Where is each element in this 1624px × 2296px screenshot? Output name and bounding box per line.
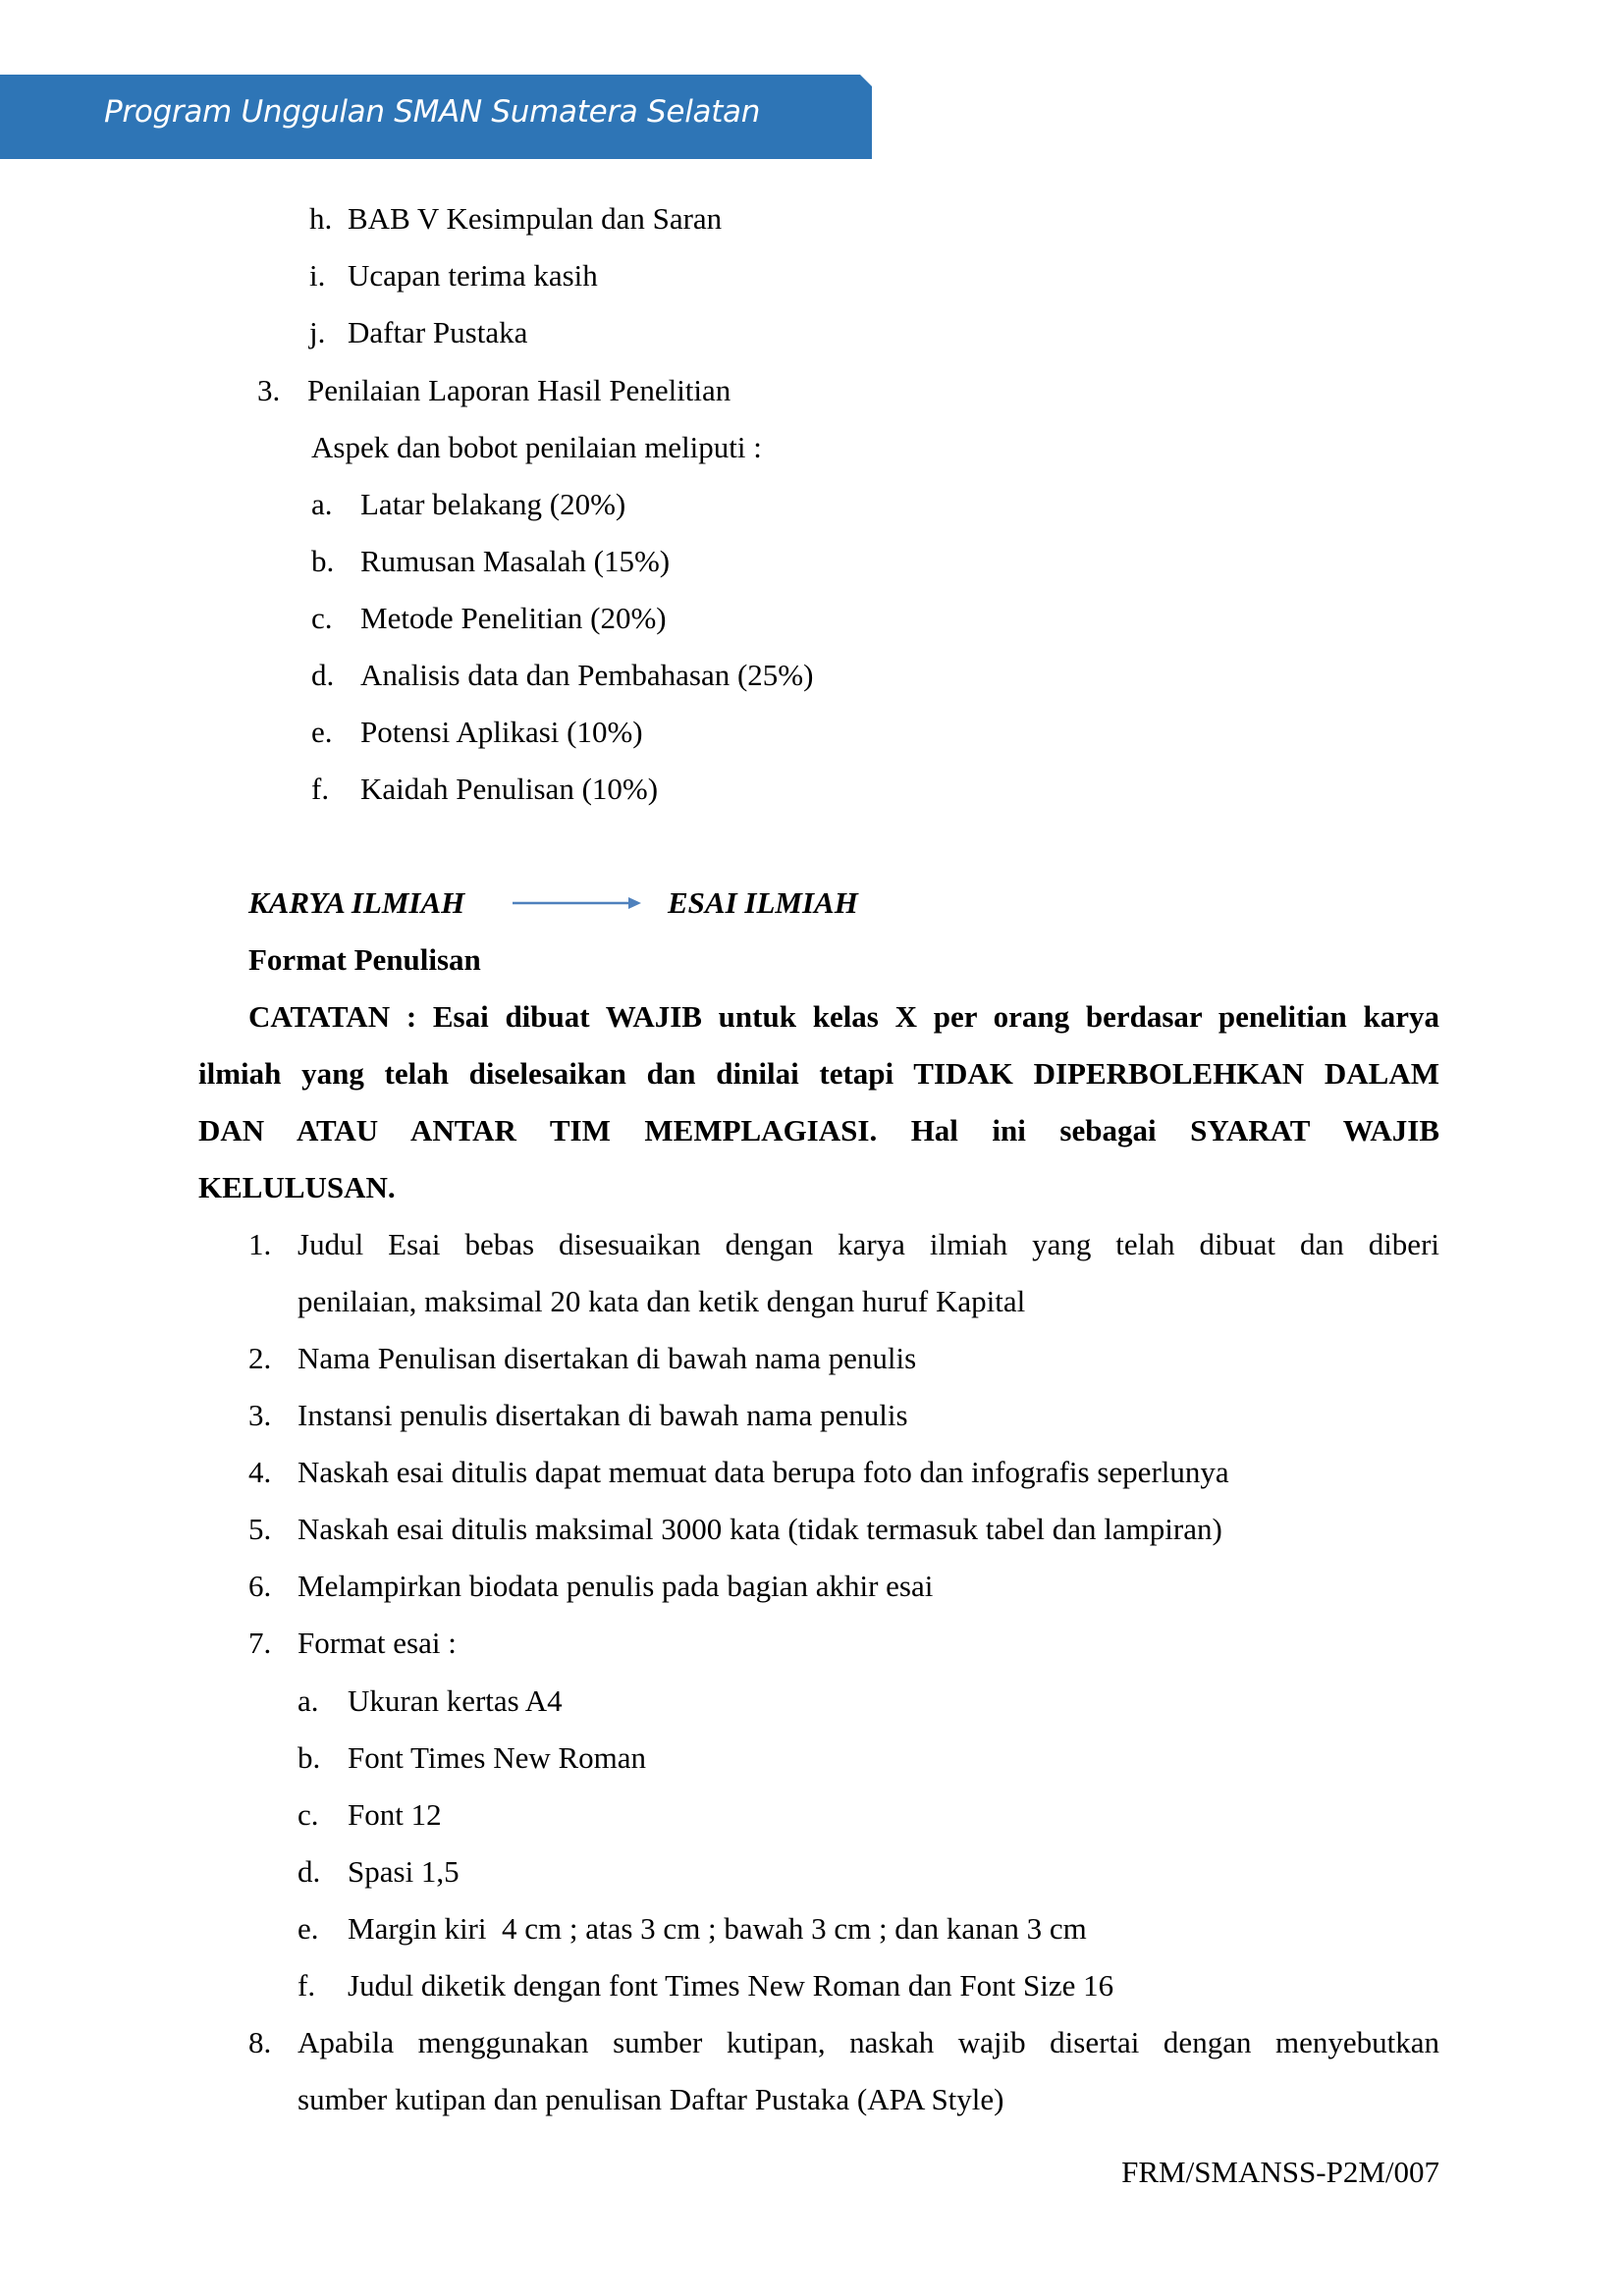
section-intro: Aspek dan bobot penilaian meliputi : [311,430,762,464]
note-line: DAN ATAU ANTAR TIM MEMPLAGIASI. Hal ini sebagai SYARAT WAJIB [198,1113,1439,1148]
rule-number: 2. [248,1341,272,1375]
section-number: 3. [257,373,281,407]
rule-number: 1. [248,1227,272,1261]
list-marker: b. [298,1740,321,1775]
list-item: Font Times New Roman [348,1740,647,1775]
rule-text: Nama Penulisan disertakan di bawah nama penulis [298,1341,917,1375]
list-marker: j. [309,315,326,349]
rule-text: Judul Esai bebas disesuaikan dengan karya ilmiah yang telah dibuat dan diberi [298,1227,1439,1261]
list-item: Margin kiri 4 cm ; atas 3 cm ; bawah 3 cm ; dan kanan 3 cm [348,1911,1087,1946]
list-marker: c. [311,601,333,635]
rule-number: 5. [248,1512,272,1546]
rule-text: penilaian, maksimal 20 kata dan ketik dengan huruf Kapital [298,1284,1026,1318]
list-marker: e. [311,715,333,749]
note-line: CATATAN : Esai dibuat WAJIB untuk kelas X per orang berdasar penelitian karya [248,999,1439,1034]
note-line: ilmiah yang telah diselesaikan dan dinilai tetapi TIDAK DIPERBOLEHKAN DALAM [198,1056,1439,1091]
rule-text: Melampirkan biodata penulis pada bagian akhir esai [298,1569,934,1603]
list-item: Rumusan Masalah (15%) [360,544,671,578]
list-marker: f. [298,1968,316,2002]
rule-text: Instansi penulis disertakan di bawah nama penulis [298,1398,908,1432]
list-marker: c. [298,1797,319,1832]
right-arrow-icon [513,895,642,911]
list-marker: b. [311,544,335,578]
rule-number: 8. [248,2025,272,2059]
list-marker: d. [311,658,335,692]
rule-text: Apabila menggunakan sumber kutipan, naskah wajib disertai dengan menyebutkan [298,2025,1439,2059]
header-title: Program Unggulan SMAN Sumatera Selatan [104,94,761,130]
list-item: Spasi 1,5 [348,1854,460,1889]
list-marker: d. [298,1854,321,1889]
list-item: Font 12 [348,1797,442,1832]
format-heading: Format Penulisan [248,942,481,977]
list-item: Judul diketik dengan font Times New Roman dan Font Size 16 [348,1968,1114,2002]
list-item: Potensi Aplikasi (10%) [360,715,643,749]
list-marker: h. [309,201,333,236]
list-item: Analisis data dan Pembahasan (25%) [360,658,814,692]
list-item: Ucapan terima kasih [348,258,598,293]
section-title: Penilaian Laporan Hasil Penelitian [307,373,731,407]
rule-text: sumber kutipan dan penulisan Daftar Pustaka (APA Style) [298,2082,1004,2116]
list-item: Daftar Pustaka [348,315,528,349]
list-marker: e. [298,1911,319,1946]
rule-number: 3. [248,1398,272,1432]
list-item: Latar belakang (20%) [360,487,626,521]
footer-code: FRM/SMANSS-P2M/007 [1121,2155,1439,2189]
rule-number: 4. [248,1455,272,1489]
list-marker: a. [311,487,333,521]
rule-text: Format esai : [298,1626,457,1660]
list-marker: f. [311,772,330,806]
rule-number: 6. [248,1569,272,1603]
list-item: BAB V Kesimpulan dan Saran [348,201,723,236]
rule-number: 7. [248,1626,272,1660]
list-marker: i. [309,258,326,293]
note-line: KELULUSAN. [198,1170,396,1204]
rule-text: Naskah esai ditulis dapat memuat data berupa foto dan infografis seperlunya [298,1455,1229,1489]
rule-text: Naskah esai ditulis maksimal 3000 kata (tidak termasuk tabel dan lampiran) [298,1512,1222,1546]
list-marker: a. [298,1683,319,1718]
transition-to: ESAI ILMIAH [668,885,858,920]
list-item: Metode Penelitian (20%) [360,601,667,635]
list-item: Ukuran kertas A4 [348,1683,563,1718]
transition-from: KARYA ILMIAH [248,885,465,920]
list-item: Kaidah Penulisan (10%) [360,772,659,806]
